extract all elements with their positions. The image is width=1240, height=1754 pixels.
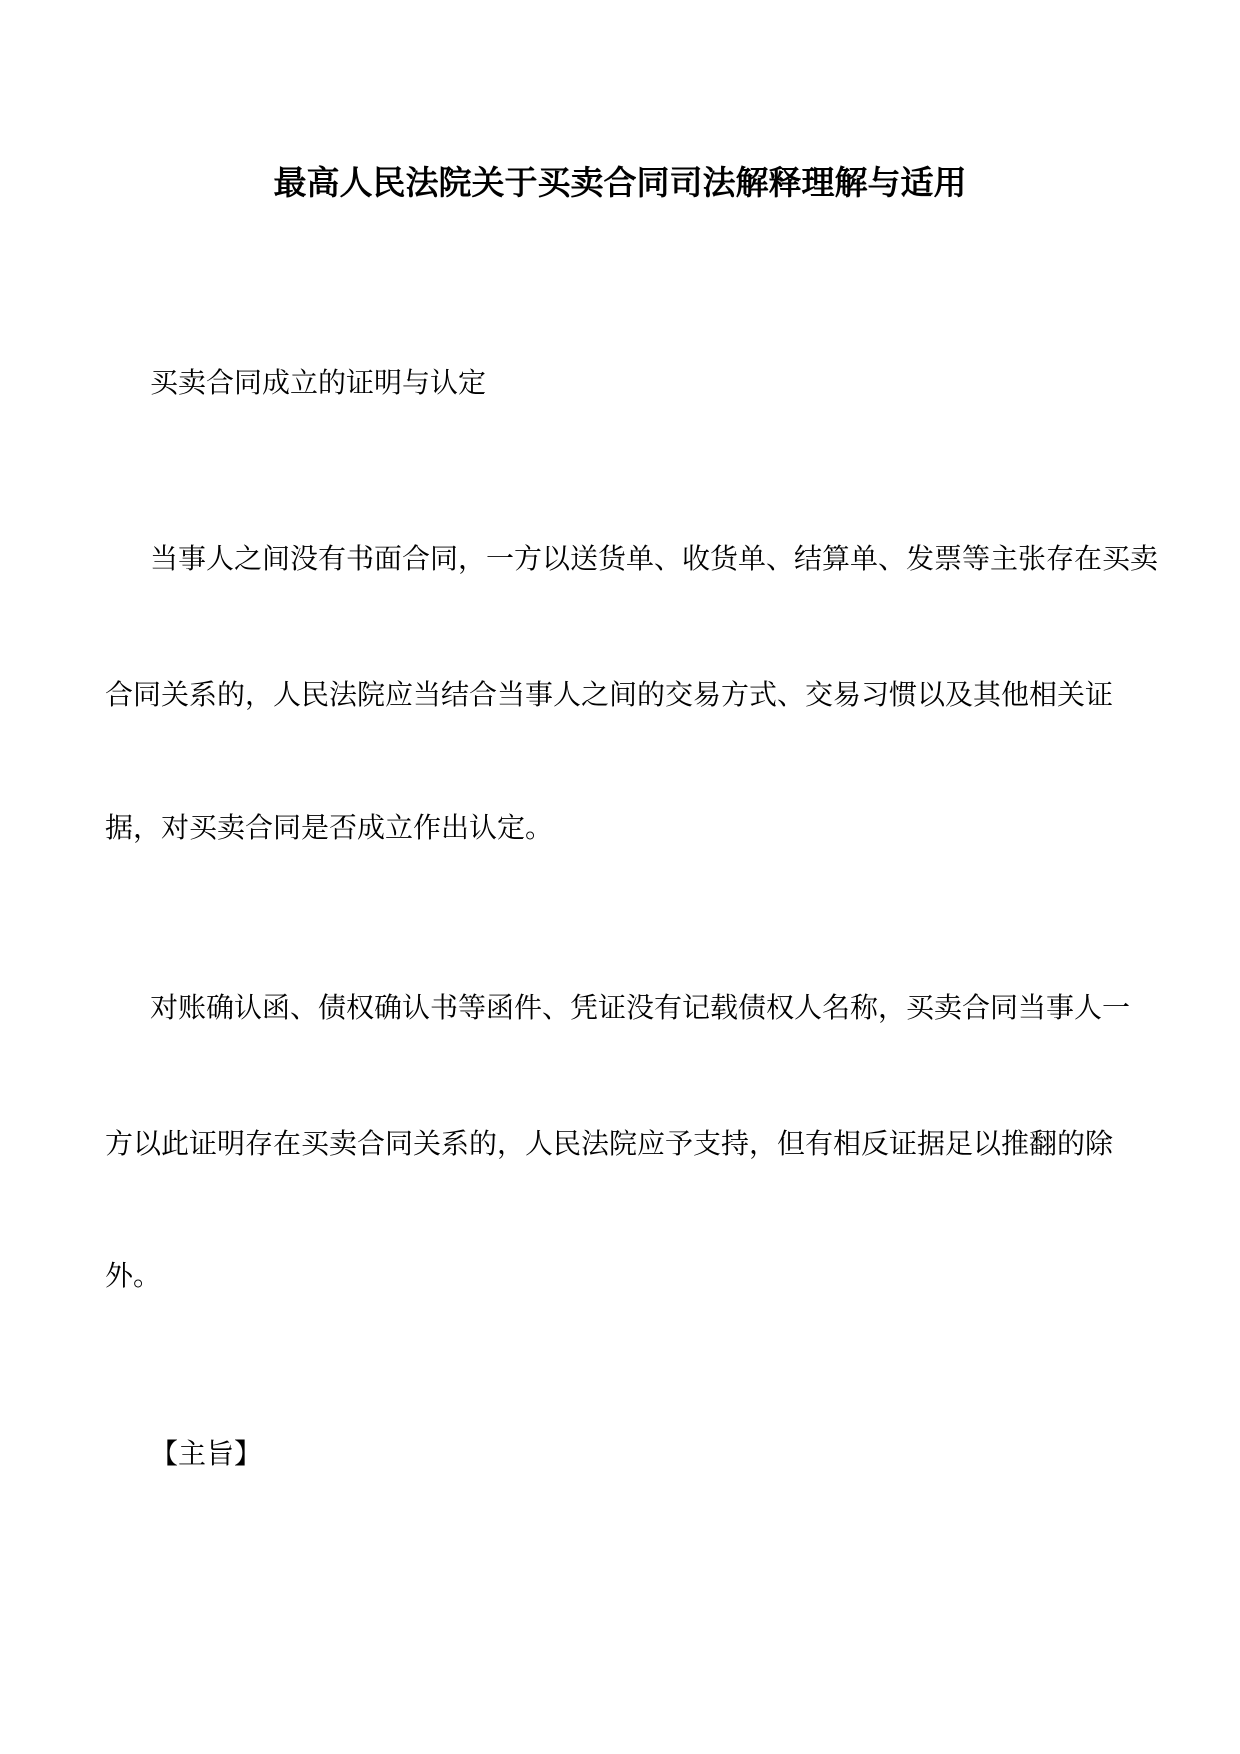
- paragraph-2-line-1: 对账确认函、债权确认书等函件、凭证没有记载债权人名称，买卖合同当事人一: [150, 991, 1131, 1024]
- section-heading: 买卖合同成立的证明与认定: [150, 366, 487, 399]
- subheading-gist: 【主旨】: [150, 1437, 263, 1470]
- paragraph-1-line-3: 据，对买卖合同是否成立作出认定。: [105, 811, 554, 844]
- page-title: 最高人民法院关于买卖合同司法解释理解与适用: [273, 163, 967, 202]
- paragraph-2-line-2: 方以此证明存在买卖合同关系的，人民法院应予支持，但有相反证据足以推翻的除: [105, 1127, 1114, 1160]
- paragraph-1-line-1: 当事人之间没有书面合同，一方以送货单、收货单、结算单、发票等主张存在买卖: [150, 542, 1159, 575]
- paragraph-1-line-2: 合同关系的，人民法院应当结合当事人之间的交易方式、交易习惯以及其他相关证: [105, 678, 1114, 711]
- paragraph-2-line-3: 外。: [105, 1259, 162, 1292]
